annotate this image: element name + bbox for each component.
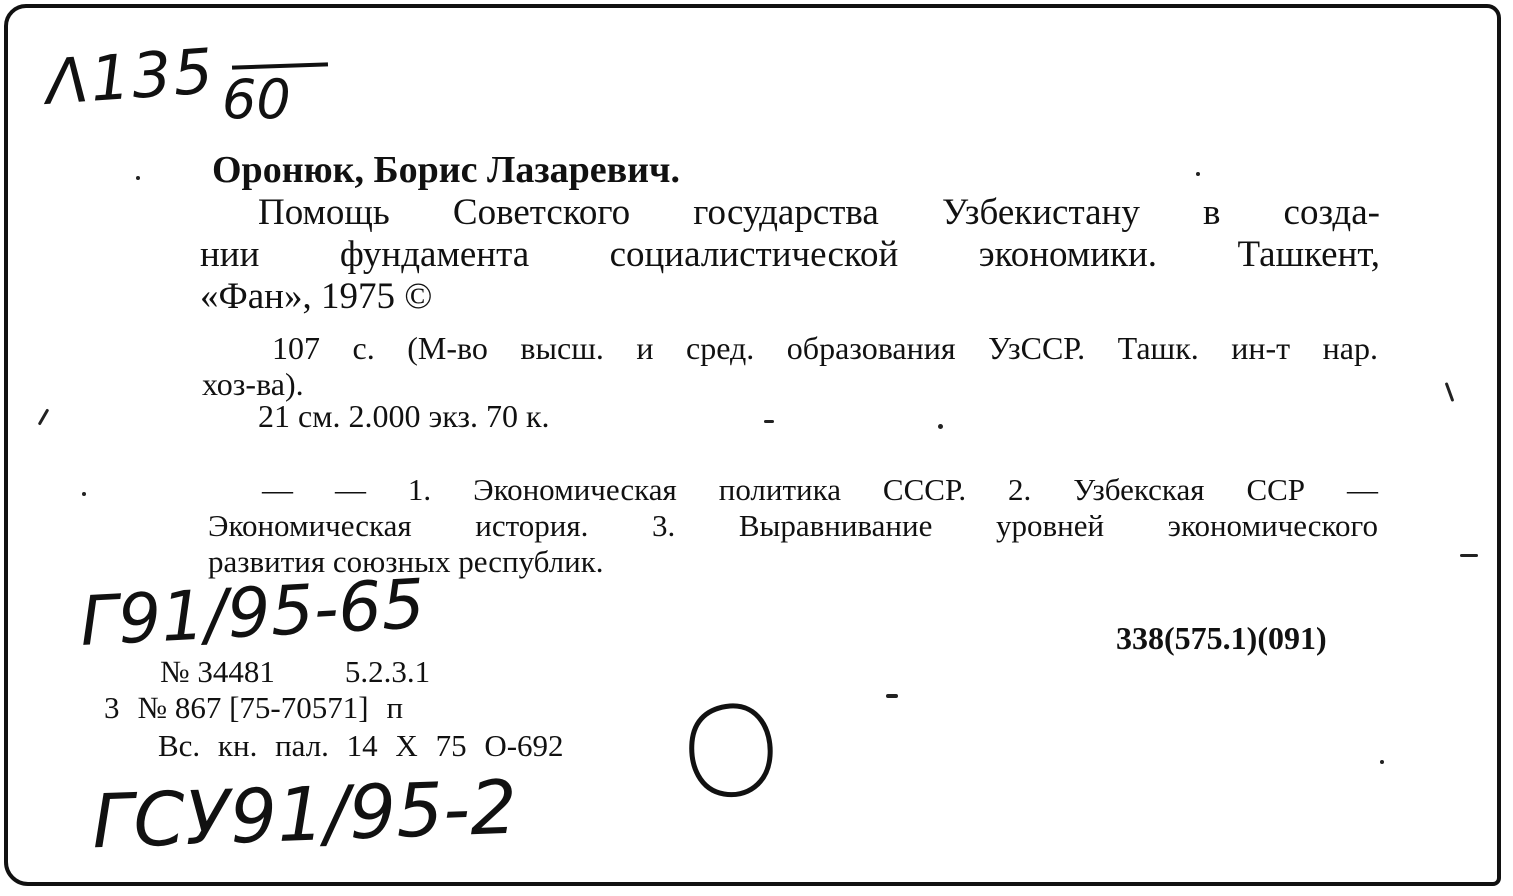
shelf-mark-sub: 60 [222,68,291,131]
order-suffix: п [386,690,404,725]
accession-code: 5.2.3.1 [344,654,431,689]
title-line: Помощь Советского государства Узбекистану в созда- [258,192,1380,233]
stamp-circle-icon [684,700,776,802]
speck [1196,172,1200,176]
collation-line: 107 с. (М-во высш. и сред. образования УзССР. Ташк. ин-т нар. [272,330,1378,366]
order-number-line [104,690,403,726]
author-heading: Оронюк, Борис Лазаревич. [212,149,680,191]
collation-line: хоз-ва). [202,366,304,402]
speck [938,424,943,429]
handwritten-inventory-mark: ГСУ91/95-2 [90,764,519,866]
udc-classification: 338(575.1)(091) [1116,620,1327,656]
accession-number: № 34481 [160,654,275,689]
collation [202,330,1378,402]
shelf-mark: Λ135 [43,34,218,119]
title-line: «Фан», 1975 © [200,276,433,317]
title-statement [200,192,1380,318]
subject-line: Экономическая история. 3. Выравнивание уровней экономического [208,508,1378,543]
title-line: нии фундамента социалистической экономики. Ташкент, [200,234,1380,275]
handwritten-call-number: Г91/95-65 [78,565,427,662]
speck [1380,760,1384,764]
speck [82,492,86,496]
subject-headings [208,472,1378,580]
order-prefix: 3 [104,690,120,725]
speck [886,694,898,698]
speck [1460,554,1478,557]
book-chamber-line: Вс. кн. пал. 14 X 75 О-692 [158,728,564,763]
accession-number-line [160,654,430,690]
speck [136,176,140,180]
speck [764,420,774,423]
order-number: № 867 [75-70571] [137,690,369,725]
dimensions-line: 21 см. 2.000 экз. 70 к. [258,398,550,434]
subject-line: развития союзных республик. [208,544,604,579]
subject-line: — — 1. Экономическая политика СССР. 2. Узбекская ССР — [262,472,1378,507]
